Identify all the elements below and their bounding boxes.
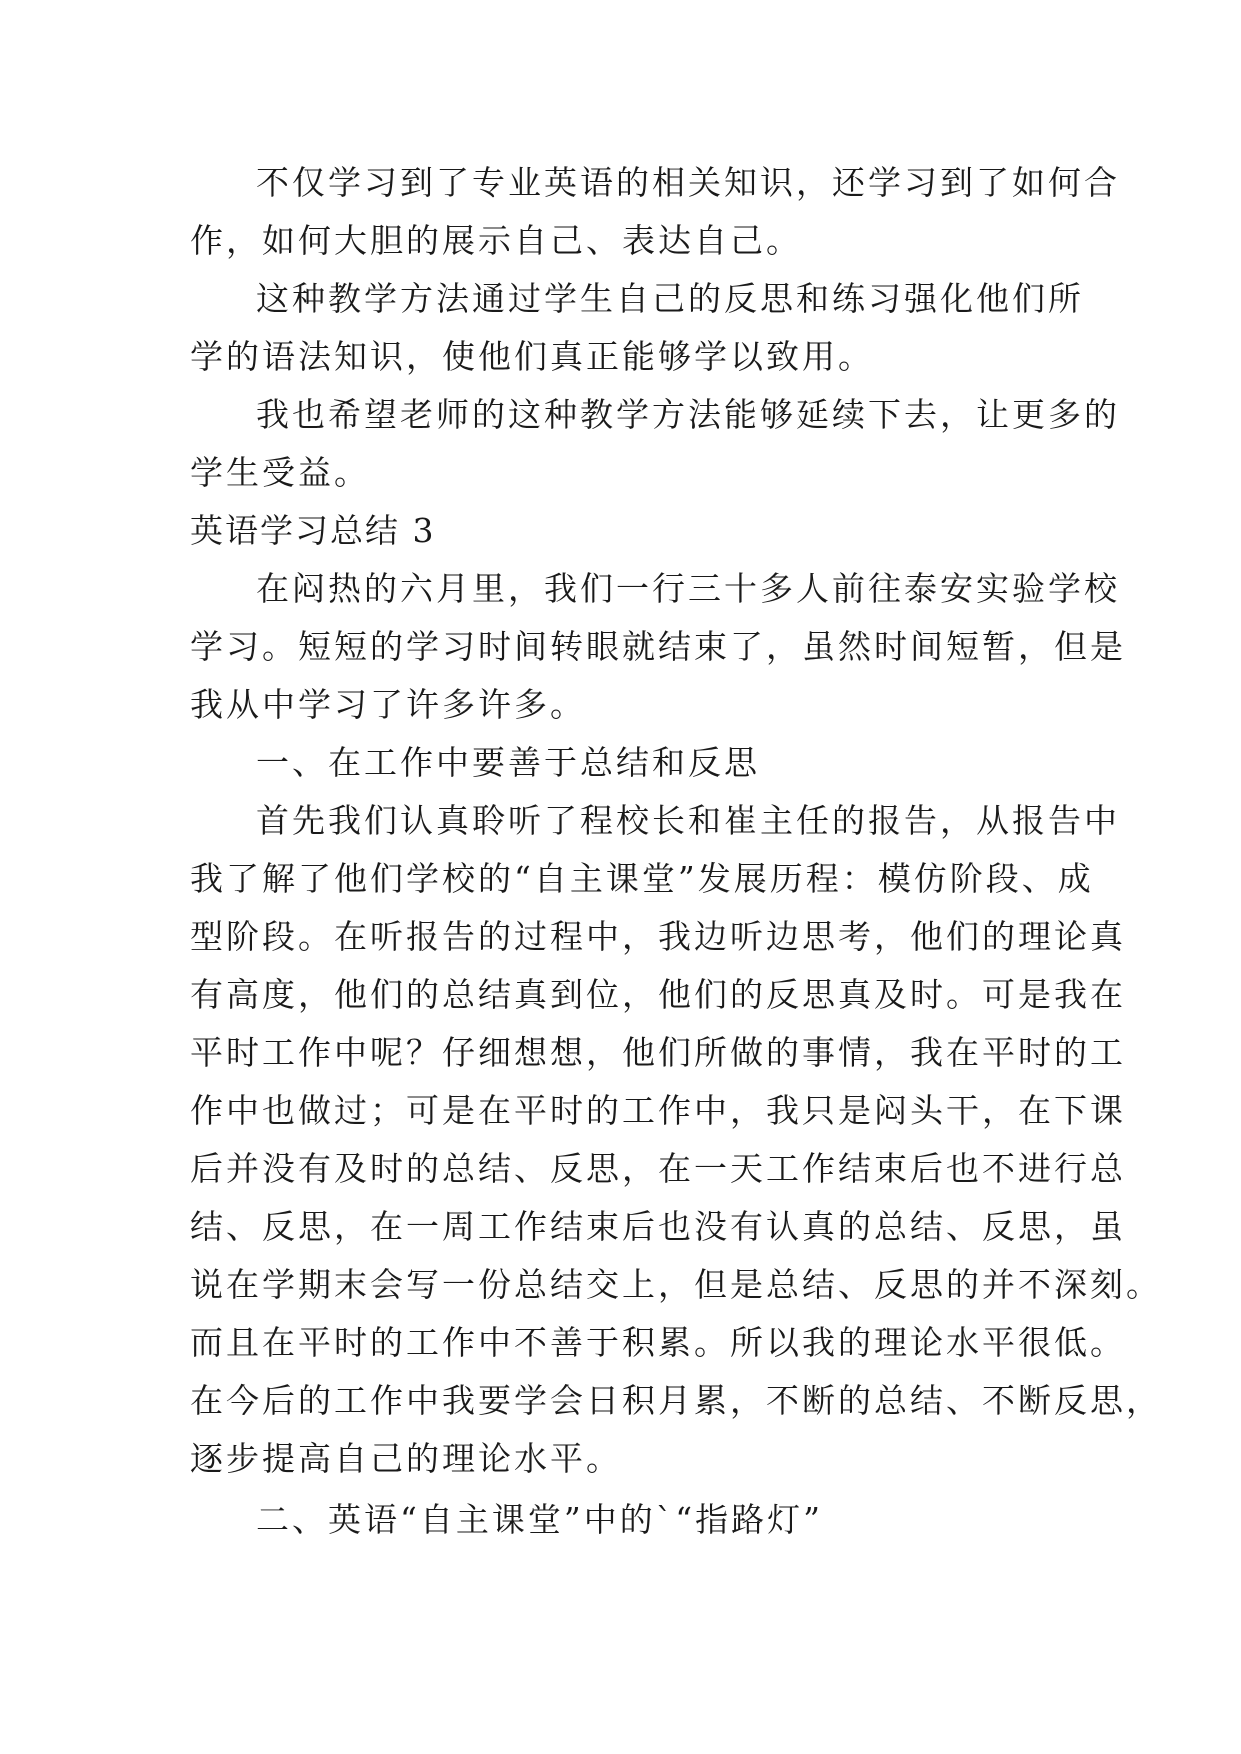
paragraph-line: 型阶段。在听报告的过程中，我边听边思考，他们的理论真 — [190, 917, 1126, 956]
paragraph-line: 作，如何大胆的展示自己、表达自己。 — [190, 221, 802, 260]
paragraph-line: 学生受益。 — [190, 453, 370, 492]
paragraph-line: 学习。短短的学习时间转眼就结束了，虽然时间短暂，但是 — [190, 627, 1126, 666]
paragraph-line: 后并没有及时的总结、反思，在一天工作结束后也不进行总 — [190, 1149, 1126, 1188]
paragraph-line: 学的语法知识，使他们真正能够学以致用。 — [190, 337, 874, 376]
paragraph-line: 说在学期末会写一份总结交上，但是总结、反思的并不深刻。 — [190, 1265, 1162, 1304]
paragraph-line: 我了解了他们学校的“自主课堂”发展历程：模仿阶段、成 — [190, 859, 1094, 898]
paragraph-line: 我从中学习了许多许多。 — [190, 685, 586, 724]
paragraph-line: 在今后的工作中我要学会日积月累，不断的总结、不断反思， — [190, 1381, 1162, 1420]
paragraph-line: 在闷热的六月里，我们一行三十多人前往泰安实验学校 — [256, 569, 1120, 608]
paragraph-line: 这种教学方法通过学生自己的反思和练习强化他们所 — [256, 279, 1084, 318]
section-heading: 英语学习总结 3 — [190, 511, 436, 550]
paragraph-line: 平时工作中呢？仔细想想，他们所做的事情，我在平时的工 — [190, 1033, 1126, 1072]
paragraph-line: 我也希望老师的这种教学方法能够延续下去，让更多的 — [256, 395, 1120, 434]
paragraph-line: 不仅学习到了专业英语的相关知识，还学习到了如何合 — [256, 163, 1120, 202]
paragraph-line: 首先我们认真聆听了程校长和崔主任的报告，从报告中 — [256, 801, 1120, 840]
paragraph-line: 作中也做过；可是在平时的工作中，我只是闷头干，在下课 — [190, 1091, 1126, 1130]
subsection-heading: 二、英语“自主课堂”中的`“指路灯” — [256, 1500, 823, 1539]
paragraph-line: 有高度，他们的总结真到位，他们的反思真及时。可是我在 — [190, 975, 1126, 1014]
paragraph-line: 结、反思，在一周工作结束后也没有认真的总结、反思，虽 — [190, 1207, 1126, 1246]
paragraph-line: 逐步提高自己的理论水平。 — [190, 1439, 622, 1478]
subsection-heading: 一、在工作中要善于总结和反思 — [256, 743, 760, 782]
paragraph-line: 而且在平时的工作中不善于积累。所以我的理论水平很低。 — [190, 1323, 1126, 1362]
